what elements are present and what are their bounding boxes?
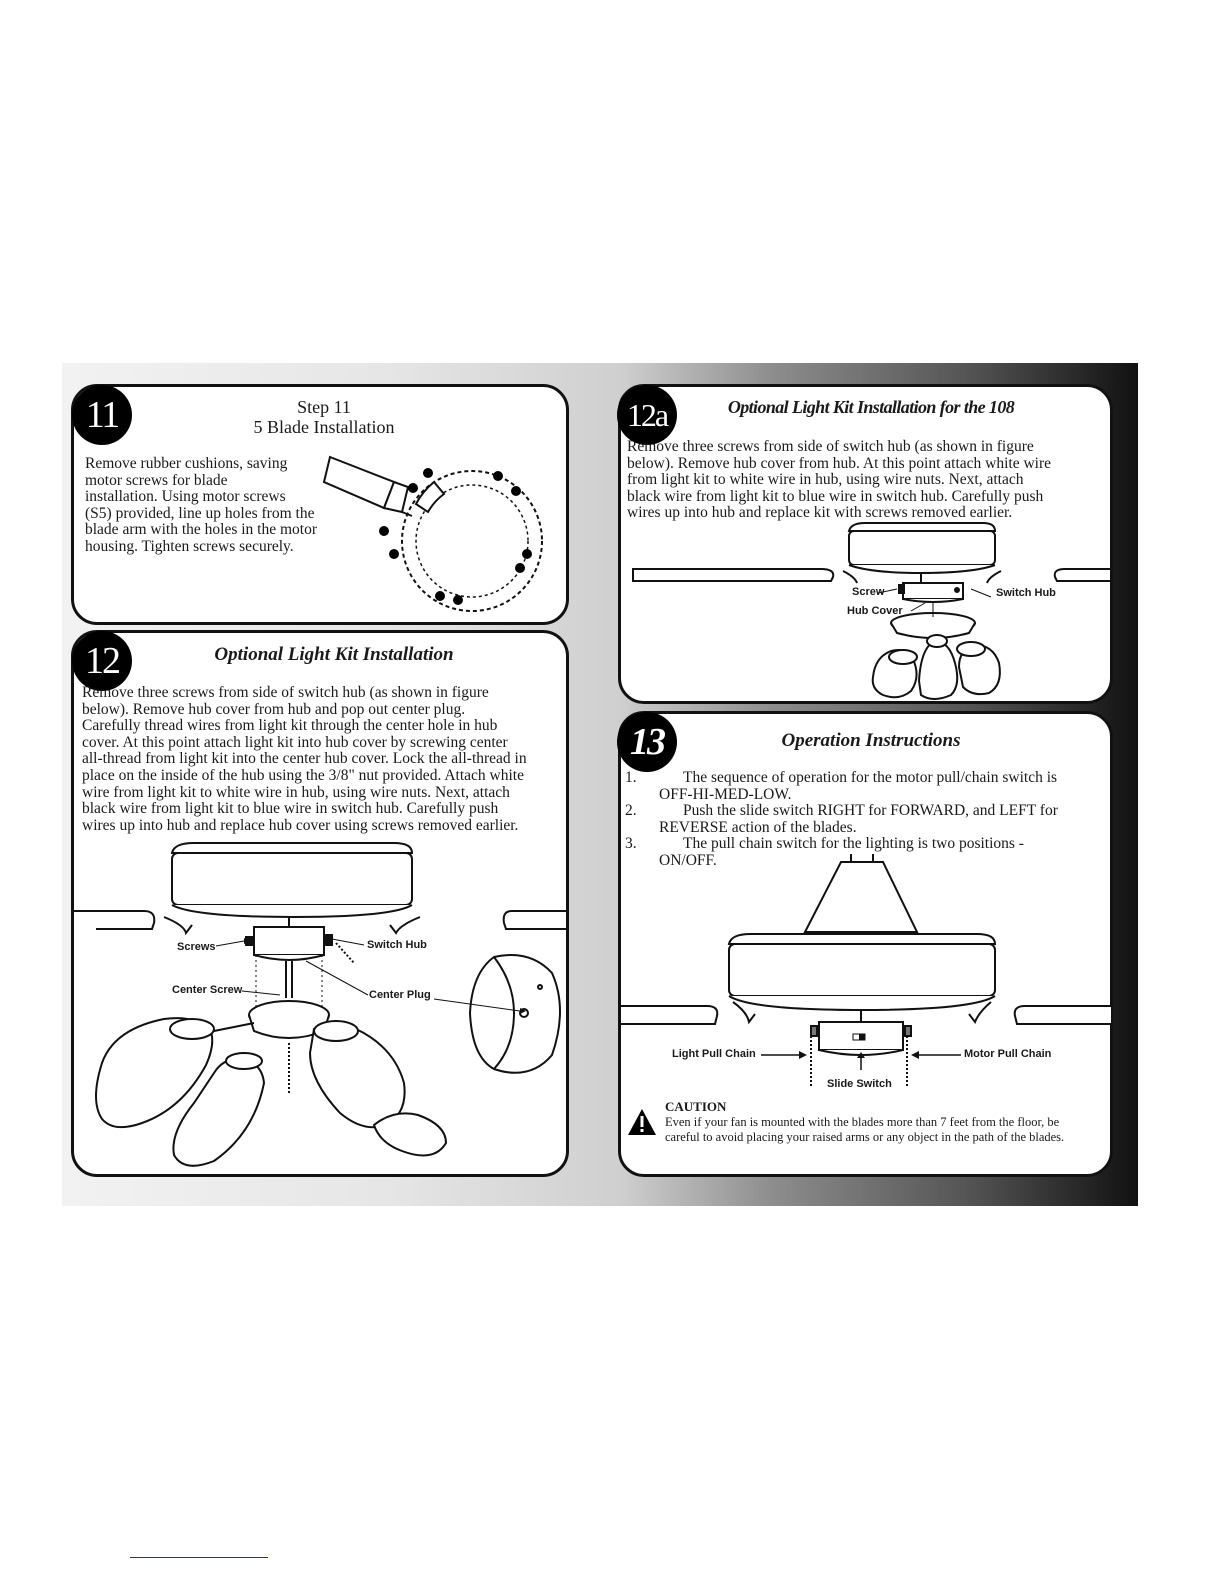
step-12-line: wires up into hub and replace hub cover using screws removed earlier.: [82, 816, 519, 834]
step-12a-line: from light kit to white wire in hub, using wire nuts. Next, attach: [627, 471, 1024, 489]
light-kit-diagram: [74, 833, 566, 1175]
center-plug-label: Center Plug: [369, 989, 431, 1001]
step-13-item: [625, 770, 1105, 803]
caution-title: CAUTION: [665, 1099, 727, 1114]
item-line1: The sequence of operation for the motor pull/chain switch is: [683, 769, 1058, 786]
step-12a-instructions: [627, 439, 1112, 522]
footer-rule: [130, 1557, 268, 1558]
step-12a-badge: 12a: [617, 385, 677, 445]
motor-pull-chain-label: Motor Pull Chain: [964, 1048, 1052, 1060]
caution-line: careful to avoid placing your raised arms or any object in the path of the blades.: [665, 1130, 1065, 1144]
step-13-panel: [618, 711, 1113, 1177]
step-11-title-line2: 5 Blade Installation: [253, 417, 395, 437]
switch-hub-label: Switch Hub: [367, 939, 427, 951]
step-12-line: black wire from light kit to blue wire in switch hub. Carefully push: [82, 800, 499, 818]
item-line1: The pull chain switch for the lighting is two positions -: [683, 835, 1024, 853]
slide-switch-label: Slide Switch: [827, 1078, 892, 1090]
step-11-line: motor screws for blade: [85, 471, 228, 489]
item-line2: OFF-HI-MED-LOW.: [659, 785, 792, 803]
step-12a-line: black wire from light kit to blue wire in switch hub. Carefully push: [627, 487, 1044, 505]
step-11-panel: [71, 384, 569, 625]
item-number: 1.: [625, 769, 637, 786]
step-13-badge: 13: [617, 712, 677, 772]
step-12-line: all-thread from light kit into the center hub cover. Lock the all-thread in: [82, 750, 527, 768]
step-11-instructions: [85, 456, 345, 556]
step-12-line: place on the inside of the hub using the 3/8" nut provided. Attach white: [82, 766, 524, 784]
step-12a-panel: [618, 384, 1113, 704]
item-number: 2.: [625, 802, 637, 820]
step-11-title: [224, 397, 424, 437]
step-12-line: Remove three screws from side of switch hub (as shown in figure: [82, 684, 489, 701]
blade-install-diagram: [316, 442, 556, 617]
screw-label: Screw: [852, 586, 885, 598]
step-12a-line: wires up into hub and replace kit with screws removed earlier.: [627, 504, 1013, 522]
center-screw-label: Center Screw: [172, 984, 243, 996]
step-12-line: cover. At this point attach light kit into hub cover by screwing center: [82, 733, 508, 751]
screws-label: Screws: [177, 941, 216, 953]
step-12-badge: 12: [72, 631, 132, 691]
step-12a-line: below). Remove hub cover from hub. At this point attach white wire: [627, 454, 1052, 472]
item-line1: Push the slide switch RIGHT for FORWARD, and LEFT for: [683, 802, 1058, 820]
step-11-badge: 11: [72, 385, 132, 445]
step-12a-title: Optional Light Kit Installation for the 108: [727, 397, 1015, 417]
caution-line: Even if your fan is mounted with the blades more than 7 feet from the floor, be: [665, 1115, 1060, 1129]
step-11-title-line1: Step 11: [297, 397, 351, 417]
step-12-title: Optional Light Kit Installation: [214, 644, 454, 665]
item-number: 3.: [625, 835, 637, 853]
step-11-line: installation. Using motor screws: [85, 488, 286, 506]
step-11-line: Remove rubber cushions, saving: [85, 455, 288, 472]
step-12-panel: [71, 630, 569, 1177]
caution-icon: [627, 1108, 657, 1136]
step-12-line: Carefully thread wires from light kit through the center hole in hub: [82, 717, 498, 735]
hub-cover-label: Hub Cover: [847, 605, 903, 617]
step-11-line: blade arm with the holes in the motor: [85, 521, 318, 539]
step-12-instructions: [82, 685, 562, 834]
switch-hub-label-12a: Switch Hub: [996, 587, 1056, 599]
step-11-line: housing. Tighten screws securely.: [85, 537, 294, 555]
item-line2: REVERSE action of the blades.: [659, 818, 857, 836]
step-13-title: Operation Instructions: [781, 730, 961, 751]
step-12-line: below). Remove hub cover from hub and pop out center plug.: [82, 700, 466, 718]
caution-text: [665, 1115, 1113, 1145]
light-pull-chain-label: Light Pull Chain: [672, 1048, 756, 1060]
step-12a-line: Remove three screws from side of switch hub (as shown in figure: [627, 438, 1034, 455]
step-11-line: (S5) provided, line up holes from the: [85, 504, 315, 522]
step-12-line: wire from light kit to white wire in hub, using wire nuts. Next, attach: [82, 783, 510, 801]
item-line2: ON/OFF.: [659, 851, 717, 869]
step-13-item: [625, 803, 1105, 836]
